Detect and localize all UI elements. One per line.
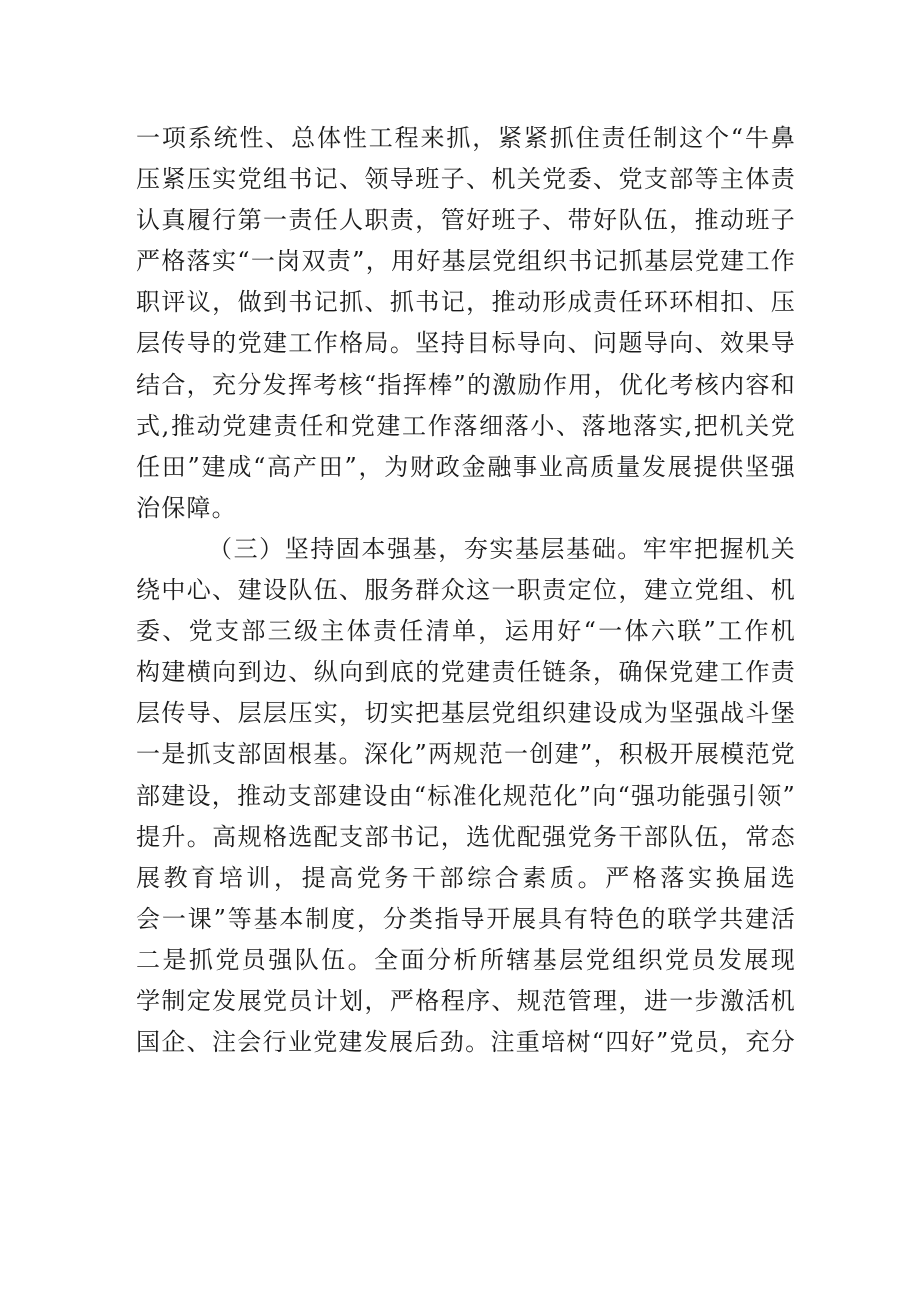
text-line: 展教育培训，提高党务干部综合素质。严格落实换届选: [136, 863, 796, 892]
text-line: 部建设，推动支部建设由“标准化规范化”向“强功能强引领”: [136, 781, 796, 810]
text-line: 会一课”等基本制度，分类指导开展具有特色的联学共建活: [136, 904, 796, 933]
text-line: 压紧压实党组书记、领导班子、机关党委、党支部等主体责: [136, 165, 796, 194]
text-line: 任田”建成“高产田”，为财政金融事业高质量发展提供坚强: [136, 452, 796, 481]
text-line: 一项系统性、总体性工程来抓，紧紧抓住责任制这个“牛鼻: [136, 124, 796, 152]
text-line: 提升。高规格选配支部书记，选优配强党务干部队伍，常态: [136, 822, 796, 851]
body-text: [136, 118, 796, 1063]
text-line: 职评议，做到书记抓、抓书记，推动形成责任环环相扣、压: [136, 288, 796, 317]
text-line: 层传导、层层压实，切实把基层党组织建设成为坚强战斗堡: [136, 699, 796, 728]
text-line: 严格落实“一岗双责”，用好基层党组织书记抓基层党建工作: [136, 247, 796, 276]
text-line: 委、党支部三级主体责任清单，运用好“一体六联”工作机: [136, 617, 796, 646]
text-line: 治保障。: [136, 493, 237, 522]
text-line: 认真履行第一责任人职责，管好班子、带好队伍，推动班子: [136, 206, 796, 235]
text-line: 一是抓支部固根基。深化”两规范一创建”，积极开展模范党: [136, 740, 796, 769]
text-line: 构建横向到边、纵向到底的党建责任链条，确保党建工作责: [136, 658, 796, 687]
text-line: 学制定发展党员计划，严格程序、规范管理，进一步激活机: [136, 986, 796, 1015]
text-line: 国企、注会行业党建发展后劲。注重培树“四好”党员，充分: [136, 1028, 796, 1057]
text-line: 层传导的党建工作格局。坚持目标导向、问题导向、效果导: [136, 329, 796, 358]
section-heading-line: （三）坚持固本强基，夯实基层基础。牢牢把握机关: [208, 534, 796, 563]
text-line: 结合，充分发挥考核“指挥棒”的激励作用，优化考核内容和: [136, 370, 796, 399]
text-line: 绕中心、建设队伍、服务群众这一职责定位，建立党组、机: [136, 576, 796, 605]
text-line: 式,推动党建责任和党建工作落细落小、落地落实,把机关党: [136, 411, 796, 440]
text-line: 二是抓党员强队伍。全面分析所辖基层党组织党员发展现: [136, 945, 796, 974]
